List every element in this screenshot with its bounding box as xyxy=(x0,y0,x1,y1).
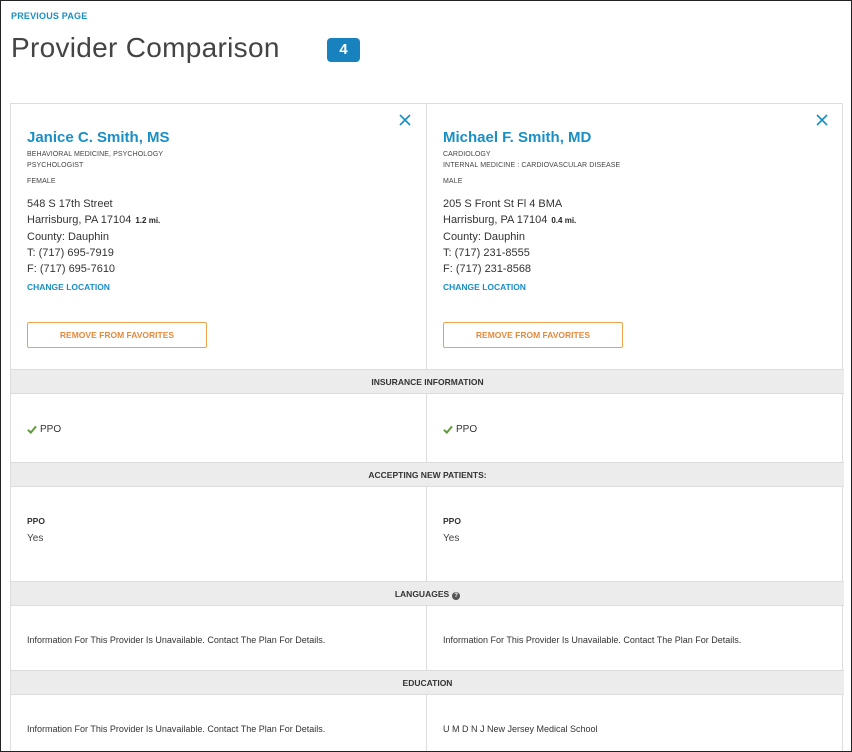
insurance-cell xyxy=(427,394,843,462)
insurance-section-header: INSURANCE INFORMATION xyxy=(11,369,844,394)
page-title: Provider Comparison xyxy=(11,32,280,63)
insurance-section-body xyxy=(11,394,844,462)
provider-phone: T: (717) 231-8555 xyxy=(443,247,530,259)
provider-county: County: Dauphin xyxy=(443,231,525,243)
check-icon xyxy=(443,425,453,434)
check-icon xyxy=(27,425,37,434)
languages-value: Information For This Provider Is Unavailable. Contact The Plan For Details. xyxy=(27,635,326,645)
close-icon[interactable] xyxy=(398,113,412,127)
education-value: U M D N J New Jersey Medical School xyxy=(443,724,598,734)
provider-gender: MALE xyxy=(443,178,463,185)
provider-specialty: CARDIOLOGY xyxy=(443,151,491,158)
help-icon[interactable]: ? xyxy=(452,592,460,600)
change-location-link[interactable]: CHANGE LOCATION xyxy=(27,282,110,292)
provider-name[interactable]: Janice C. Smith, MS xyxy=(27,129,170,146)
provider-name[interactable]: Michael F. Smith, MD xyxy=(443,129,592,146)
comparison-grid xyxy=(10,103,843,752)
comparison-count-badge: 4 xyxy=(327,38,360,62)
accepting-section-header: ACCEPTING NEW PATIENTS: xyxy=(11,462,844,487)
provider-specialty: BEHAVIORAL MEDICINE, PSYCHOLOGY xyxy=(27,151,164,158)
insurance-cell xyxy=(11,394,427,462)
education-cell xyxy=(427,695,843,752)
education-value: Information For This Provider Is Unavailable. Contact The Plan For Details. xyxy=(27,724,326,734)
provider-street: 205 S Front St Fl 4 BMA xyxy=(443,198,563,210)
accepting-cell xyxy=(427,487,843,581)
provider-county: County: Dauphin xyxy=(27,231,109,243)
insurance-line xyxy=(443,424,477,435)
languages-section-header xyxy=(11,581,844,606)
insurance-line xyxy=(27,424,61,435)
education-section-body xyxy=(11,695,844,752)
provider-card-2 xyxy=(427,104,843,369)
provider-city-line xyxy=(27,214,160,226)
languages-value: Information For This Provider Is Unavailable. Contact The Plan For Details. xyxy=(443,635,742,645)
accepting-plan-label: PPO xyxy=(443,516,461,526)
provider-city: Harrisburg, PA 17104 xyxy=(27,214,132,226)
education-cell xyxy=(11,695,427,752)
provider-fax: F: (717) 695-7610 xyxy=(27,263,116,275)
accepting-section-body xyxy=(11,487,844,581)
provider-card-1 xyxy=(11,104,427,369)
languages-section-title: LANGUAGES xyxy=(394,589,450,599)
languages-section-body xyxy=(11,606,844,670)
insurance-plan: PPO xyxy=(40,424,62,435)
languages-cell xyxy=(11,606,427,670)
provider-city-line xyxy=(443,214,576,226)
provider-specialty: INTERNAL MEDICINE : CARDIOVASCULAR DISEASE xyxy=(443,162,621,169)
provider-street: 548 S 17th Street xyxy=(27,198,113,210)
education-section-header: EDUCATION xyxy=(11,670,844,695)
accepting-value: Yes xyxy=(27,533,44,544)
languages-cell xyxy=(427,606,843,670)
provider-distance: 1.2 mi. xyxy=(135,216,161,225)
previous-page-link[interactable]: PREVIOUS PAGE xyxy=(11,11,88,21)
remove-from-favorites-button[interactable]: REMOVE FROM FAVORITES xyxy=(27,322,207,348)
accepting-cell xyxy=(11,487,427,581)
provider-fax: F: (717) 231-8568 xyxy=(443,263,532,275)
change-location-link[interactable]: CHANGE LOCATION xyxy=(443,282,526,292)
provider-phone: T: (717) 695-7919 xyxy=(27,247,114,259)
accepting-plan-label: PPO xyxy=(27,516,45,526)
provider-gender: FEMALE xyxy=(27,178,56,185)
accepting-value: Yes xyxy=(443,533,460,544)
close-icon[interactable] xyxy=(815,113,829,127)
insurance-plan: PPO xyxy=(456,424,478,435)
provider-city: Harrisburg, PA 17104 xyxy=(443,214,548,226)
provider-distance: 0.4 mi. xyxy=(551,216,577,225)
remove-from-favorites-button[interactable]: REMOVE FROM FAVORITES xyxy=(443,322,623,348)
provider-specialty: PSYCHOLOGIST xyxy=(27,162,84,169)
